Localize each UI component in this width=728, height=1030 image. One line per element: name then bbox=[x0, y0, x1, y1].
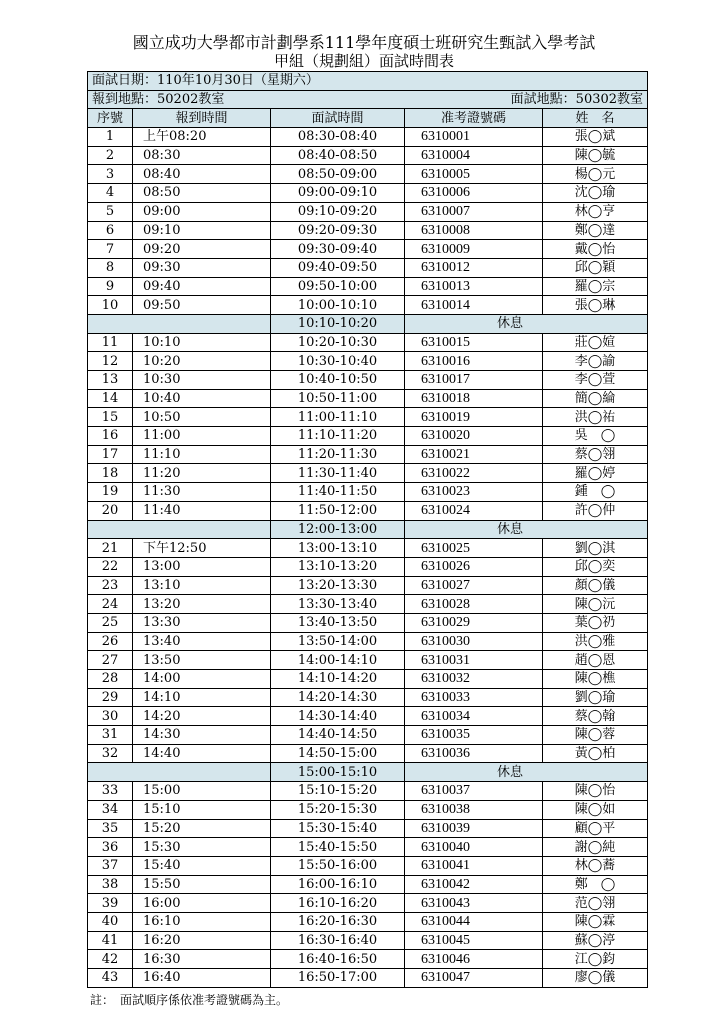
table-row bbox=[88, 576, 648, 595]
break-label: 休息 bbox=[497, 521, 524, 537]
table-row bbox=[88, 613, 648, 632]
interview-time: 15:50-16:00 bbox=[271, 856, 405, 875]
interview-date: 面試日期：110年10月30日（星期六） bbox=[92, 73, 319, 89]
table-row bbox=[88, 688, 648, 707]
report-time: 13:40 bbox=[133, 632, 271, 651]
col-header-ticket-no: 准考證號碼 bbox=[405, 109, 543, 128]
break-label-cell bbox=[405, 520, 648, 539]
ticket-no: 6310009 bbox=[405, 240, 543, 259]
report-time: 16:40 bbox=[133, 969, 271, 988]
table-row bbox=[88, 445, 648, 464]
report-time: 15:10 bbox=[133, 800, 271, 819]
interview-time: 11:00-11:10 bbox=[271, 408, 405, 427]
table-row bbox=[88, 240, 648, 259]
interview-time: 14:10-14:20 bbox=[271, 670, 405, 689]
report-time: 09:00 bbox=[133, 202, 271, 221]
candidate-name: 李◯諭 bbox=[543, 352, 648, 371]
seq-no: 30 bbox=[88, 707, 133, 726]
report-time: 16:20 bbox=[133, 931, 271, 950]
candidate-name: 江◯鈞 bbox=[543, 950, 648, 969]
interview-time: 08:30-08:40 bbox=[271, 128, 405, 147]
table-row bbox=[88, 651, 648, 670]
ticket-no: 6310037 bbox=[405, 782, 543, 801]
ticket-no: 6310042 bbox=[405, 875, 543, 894]
interview-time: 09:50-10:00 bbox=[271, 277, 405, 296]
seq-no: 23 bbox=[88, 576, 133, 595]
candidate-name: 沈◯瑜 bbox=[543, 184, 648, 203]
table-row bbox=[88, 744, 648, 763]
ticket-no: 6310012 bbox=[405, 258, 543, 277]
ticket-no: 6310043 bbox=[405, 894, 543, 913]
report-time: 10:50 bbox=[133, 408, 271, 427]
candidate-name: 陳◯怡 bbox=[543, 782, 648, 801]
candidate-name: 陳◯霖 bbox=[543, 912, 648, 931]
table-row bbox=[88, 277, 648, 296]
ticket-no: 6310004 bbox=[405, 146, 543, 165]
break-empty-cell bbox=[88, 520, 271, 539]
seq-no: 28 bbox=[88, 670, 133, 689]
table-row bbox=[88, 296, 648, 315]
ticket-no: 6310007 bbox=[405, 202, 543, 221]
interview-time: 13:10-13:20 bbox=[271, 557, 405, 576]
ticket-no: 6310018 bbox=[405, 389, 543, 408]
table-row bbox=[88, 221, 648, 240]
ticket-no: 6310045 bbox=[405, 931, 543, 950]
ticket-no: 6310047 bbox=[405, 969, 543, 988]
interview-time: 16:20-16:30 bbox=[271, 912, 405, 931]
candidate-name: 張◯琳 bbox=[543, 296, 648, 315]
interview-time: 09:10-09:20 bbox=[271, 202, 405, 221]
break-time: 12:00-13:00 bbox=[271, 520, 405, 539]
ticket-no: 6310023 bbox=[405, 483, 543, 502]
table-row bbox=[88, 483, 648, 502]
table-row bbox=[88, 408, 648, 427]
report-time: 11:30 bbox=[133, 483, 271, 502]
candidate-name: 洪◯雅 bbox=[543, 632, 648, 651]
seq-no: 11 bbox=[88, 333, 133, 352]
report-time: 08:40 bbox=[133, 165, 271, 184]
table-row bbox=[88, 894, 648, 913]
document-subtitle: 甲組（規劃組）面試時間表 bbox=[273, 52, 454, 70]
seq-no: 5 bbox=[88, 202, 133, 221]
report-time: 14:40 bbox=[133, 744, 271, 763]
table-row bbox=[88, 969, 648, 988]
report-time: 14:10 bbox=[133, 688, 271, 707]
ticket-no: 6310005 bbox=[405, 165, 543, 184]
interview-time: 15:20-15:30 bbox=[271, 800, 405, 819]
table-row bbox=[88, 464, 648, 483]
candidate-name: 蔡◯翎 bbox=[543, 445, 648, 464]
ticket-no: 6310039 bbox=[405, 819, 543, 838]
table-row bbox=[88, 258, 648, 277]
report-time: 16:00 bbox=[133, 894, 271, 913]
report-time: 上午08:20 bbox=[133, 128, 271, 147]
ticket-no: 6310038 bbox=[405, 800, 543, 819]
seq-no: 33 bbox=[88, 782, 133, 801]
interview-time: 09:30-09:40 bbox=[271, 240, 405, 259]
candidate-name: 莊◯媗 bbox=[543, 333, 648, 352]
seq-no: 26 bbox=[88, 632, 133, 651]
report-time: 13:30 bbox=[133, 613, 271, 632]
report-time: 10:40 bbox=[133, 389, 271, 408]
ticket-no: 6310031 bbox=[405, 651, 543, 670]
interview-time: 09:20-09:30 bbox=[271, 221, 405, 240]
interview-time: 10:40-10:50 bbox=[271, 371, 405, 390]
report-time: 15:40 bbox=[133, 856, 271, 875]
report-time: 15:30 bbox=[133, 838, 271, 857]
report-time: 08:30 bbox=[133, 146, 271, 165]
seq-no: 42 bbox=[88, 950, 133, 969]
seq-no: 41 bbox=[88, 931, 133, 950]
candidate-name: 邱◯奕 bbox=[543, 557, 648, 576]
ticket-no: 6310026 bbox=[405, 557, 543, 576]
interview-time: 11:40-11:50 bbox=[271, 483, 405, 502]
ticket-no: 6310046 bbox=[405, 950, 543, 969]
interview-time: 13:20-13:30 bbox=[271, 576, 405, 595]
table-row bbox=[88, 782, 648, 801]
ticket-no: 6310044 bbox=[405, 912, 543, 931]
interview-time: 13:00-13:10 bbox=[271, 539, 405, 558]
seq-no: 9 bbox=[88, 277, 133, 296]
candidate-name: 陳◯蓉 bbox=[543, 726, 648, 745]
candidate-name: 陳◯如 bbox=[543, 800, 648, 819]
interview-time: 14:30-14:40 bbox=[271, 707, 405, 726]
table-row bbox=[88, 539, 648, 558]
seq-no: 16 bbox=[88, 427, 133, 446]
report-time: 11:10 bbox=[133, 445, 271, 464]
ticket-no: 6310033 bbox=[405, 688, 543, 707]
candidate-name: 陳◯沅 bbox=[543, 595, 648, 614]
candidate-name: 許◯仲 bbox=[543, 501, 648, 520]
interview-time: 16:00-16:10 bbox=[271, 875, 405, 894]
table-row bbox=[88, 202, 648, 221]
table-row bbox=[88, 950, 648, 969]
candidate-name: 楊◯元 bbox=[543, 165, 648, 184]
table-row bbox=[88, 707, 648, 726]
report-time: 16:30 bbox=[133, 950, 271, 969]
interview-time: 10:30-10:40 bbox=[271, 352, 405, 371]
table-row bbox=[88, 595, 648, 614]
ticket-no: 6310001 bbox=[405, 128, 543, 147]
report-time: 08:50 bbox=[133, 184, 271, 203]
ticket-no: 6310028 bbox=[405, 595, 543, 614]
interview-time: 14:00-14:10 bbox=[271, 651, 405, 670]
seq-no: 38 bbox=[88, 875, 133, 894]
candidate-name: 廖◯儀 bbox=[543, 969, 648, 988]
break-row bbox=[88, 763, 648, 782]
interview-time: 10:50-11:00 bbox=[271, 389, 405, 408]
table-row bbox=[88, 856, 648, 875]
seq-no: 32 bbox=[88, 744, 133, 763]
candidate-name: 葉◯礽 bbox=[543, 613, 648, 632]
seq-no: 22 bbox=[88, 557, 133, 576]
report-time: 16:10 bbox=[133, 912, 271, 931]
break-time: 15:00-15:10 bbox=[271, 763, 405, 782]
candidate-name: 鄭 ◯ bbox=[543, 875, 648, 894]
candidate-name: 謝◯純 bbox=[543, 838, 648, 857]
ticket-no: 6310006 bbox=[405, 184, 543, 203]
ticket-no: 6310032 bbox=[405, 670, 543, 689]
candidate-name: 鍾 ◯ bbox=[543, 483, 648, 502]
report-location: 報到地點：50202教室 bbox=[92, 92, 225, 108]
ticket-no: 6310008 bbox=[405, 221, 543, 240]
seq-no: 20 bbox=[88, 501, 133, 520]
interview-time: 11:50-12:00 bbox=[271, 501, 405, 520]
interview-time: 14:20-14:30 bbox=[271, 688, 405, 707]
candidate-name: 洪◯祐 bbox=[543, 408, 648, 427]
break-label: 休息 bbox=[497, 316, 524, 332]
interview-time: 13:50-14:00 bbox=[271, 632, 405, 651]
location-row bbox=[88, 90, 648, 109]
seq-no: 37 bbox=[88, 856, 133, 875]
interview-time: 16:30-16:40 bbox=[271, 931, 405, 950]
seq-no: 19 bbox=[88, 483, 133, 502]
candidate-name: 簡◯綸 bbox=[543, 389, 648, 408]
candidate-name: 林◯亨 bbox=[543, 202, 648, 221]
report-time: 14:20 bbox=[133, 707, 271, 726]
report-time: 11:40 bbox=[133, 501, 271, 520]
report-time: 13:50 bbox=[133, 651, 271, 670]
table-row bbox=[88, 931, 648, 950]
break-time: 10:10-10:20 bbox=[271, 314, 405, 333]
report-time: 09:10 bbox=[133, 221, 271, 240]
interview-time: 14:40-14:50 bbox=[271, 726, 405, 745]
report-time: 下午12:50 bbox=[133, 539, 271, 558]
col-header-name: 姓 名 bbox=[543, 109, 648, 128]
table-row bbox=[88, 819, 648, 838]
table-row bbox=[88, 389, 648, 408]
candidate-name: 邱◯穎 bbox=[543, 258, 648, 277]
table-row bbox=[88, 670, 648, 689]
report-time: 09:40 bbox=[133, 277, 271, 296]
interview-time: 13:30-13:40 bbox=[271, 595, 405, 614]
seq-no: 3 bbox=[88, 165, 133, 184]
report-time: 09:50 bbox=[133, 296, 271, 315]
ticket-no: 6310016 bbox=[405, 352, 543, 371]
table-row bbox=[88, 146, 648, 165]
ticket-no: 6310029 bbox=[405, 613, 543, 632]
report-time: 09:30 bbox=[133, 258, 271, 277]
table-row bbox=[88, 557, 648, 576]
ticket-no: 6310015 bbox=[405, 333, 543, 352]
candidate-name: 趙◯恩 bbox=[543, 651, 648, 670]
candidate-name: 林◯蕎 bbox=[543, 856, 648, 875]
table-row bbox=[88, 427, 648, 446]
seq-no: 14 bbox=[88, 389, 133, 408]
interview-time: 11:20-11:30 bbox=[271, 445, 405, 464]
table-row bbox=[88, 371, 648, 390]
column-header-row bbox=[88, 109, 648, 128]
candidate-name: 蔡◯翰 bbox=[543, 707, 648, 726]
candidate-name: 鄭◯達 bbox=[543, 221, 648, 240]
ticket-no: 6310022 bbox=[405, 464, 543, 483]
report-time: 14:30 bbox=[133, 726, 271, 745]
seq-no: 39 bbox=[88, 894, 133, 913]
report-time: 13:20 bbox=[133, 595, 271, 614]
ticket-no: 6310013 bbox=[405, 277, 543, 296]
break-label-cell bbox=[405, 763, 648, 782]
report-time: 09:20 bbox=[133, 240, 271, 259]
seq-no: 8 bbox=[88, 258, 133, 277]
report-time: 15:00 bbox=[133, 782, 271, 801]
ticket-no: 6310035 bbox=[405, 726, 543, 745]
seq-no: 17 bbox=[88, 445, 133, 464]
interview-time: 14:50-15:00 bbox=[271, 744, 405, 763]
interview-time: 16:10-16:20 bbox=[271, 894, 405, 913]
report-time: 13:10 bbox=[133, 576, 271, 595]
col-header-report-time: 報到時間 bbox=[133, 109, 271, 128]
interview-time: 15:30-15:40 bbox=[271, 819, 405, 838]
seq-no: 24 bbox=[88, 595, 133, 614]
table-row bbox=[88, 184, 648, 203]
seq-no: 31 bbox=[88, 726, 133, 745]
interview-time: 15:40-15:50 bbox=[271, 838, 405, 857]
col-header-no: 序號 bbox=[88, 109, 133, 128]
candidate-name: 李◯萱 bbox=[543, 371, 648, 390]
ticket-no: 6310036 bbox=[405, 744, 543, 763]
table-row bbox=[88, 165, 648, 184]
table-row bbox=[88, 333, 648, 352]
interview-location: 面試地點：50302教室 bbox=[510, 92, 644, 108]
interview-time: 08:50-09:00 bbox=[271, 165, 405, 184]
interview-time: 13:40-13:50 bbox=[271, 613, 405, 632]
interview-time: 08:40-08:50 bbox=[271, 146, 405, 165]
seq-no: 35 bbox=[88, 819, 133, 838]
table-row bbox=[88, 875, 648, 894]
ticket-no: 6310030 bbox=[405, 632, 543, 651]
seq-no: 40 bbox=[88, 912, 133, 931]
break-empty-cell bbox=[88, 314, 271, 333]
report-time: 10:30 bbox=[133, 371, 271, 390]
ticket-no: 6310040 bbox=[405, 838, 543, 857]
seq-no: 12 bbox=[88, 352, 133, 371]
candidate-name: 戴◯怡 bbox=[543, 240, 648, 259]
break-row bbox=[88, 520, 648, 539]
interview-time: 11:10-11:20 bbox=[271, 427, 405, 446]
table-row bbox=[88, 800, 648, 819]
interview-time: 15:10-15:20 bbox=[271, 782, 405, 801]
report-time: 14:00 bbox=[133, 670, 271, 689]
interview-time: 16:40-16:50 bbox=[271, 950, 405, 969]
ticket-no: 6310020 bbox=[405, 427, 543, 446]
schedule-body bbox=[88, 128, 648, 988]
candidate-name: 黃◯柏 bbox=[543, 744, 648, 763]
table-row bbox=[88, 726, 648, 745]
seq-no: 21 bbox=[88, 539, 133, 558]
seq-no: 34 bbox=[88, 800, 133, 819]
seq-no: 7 bbox=[88, 240, 133, 259]
break-label: 休息 bbox=[497, 764, 524, 780]
candidate-name: 顏◯儀 bbox=[543, 576, 648, 595]
candidate-name: 羅◯婷 bbox=[543, 464, 648, 483]
table-row bbox=[88, 128, 648, 147]
seq-no: 25 bbox=[88, 613, 133, 632]
report-time: 11:00 bbox=[133, 427, 271, 446]
interview-time: 09:00-09:10 bbox=[271, 184, 405, 203]
table-row bbox=[88, 838, 648, 857]
interview-time: 09:40-09:50 bbox=[271, 258, 405, 277]
break-empty-cell bbox=[88, 763, 271, 782]
seq-no: 4 bbox=[88, 184, 133, 203]
break-row bbox=[88, 314, 648, 333]
interview-time: 11:30-11:40 bbox=[271, 464, 405, 483]
ticket-no: 6310019 bbox=[405, 408, 543, 427]
ticket-no: 6310014 bbox=[405, 296, 543, 315]
interview-time: 10:00-10:10 bbox=[271, 296, 405, 315]
seq-no: 1 bbox=[88, 128, 133, 147]
candidate-name: 吳 ◯ bbox=[543, 427, 648, 446]
seq-no: 29 bbox=[88, 688, 133, 707]
report-time: 10:10 bbox=[133, 333, 271, 352]
candidate-name: 蘇◯渟 bbox=[543, 931, 648, 950]
ticket-no: 6310017 bbox=[405, 371, 543, 390]
table-row bbox=[88, 632, 648, 651]
ticket-no: 6310025 bbox=[405, 539, 543, 558]
candidate-name: 劉◯淇 bbox=[543, 539, 648, 558]
interview-time: 16:50-17:00 bbox=[271, 969, 405, 988]
ticket-no: 6310021 bbox=[405, 445, 543, 464]
interview-schedule-table bbox=[87, 71, 648, 988]
ticket-no: 6310027 bbox=[405, 576, 543, 595]
ticket-no: 6310024 bbox=[405, 501, 543, 520]
seq-no: 15 bbox=[88, 408, 133, 427]
report-time: 15:50 bbox=[133, 875, 271, 894]
table-row bbox=[88, 501, 648, 520]
candidate-name: 陳◯樵 bbox=[543, 670, 648, 689]
candidate-name: 顧◯平 bbox=[543, 819, 648, 838]
seq-no: 43 bbox=[88, 969, 133, 988]
interview-time: 10:20-10:30 bbox=[271, 333, 405, 352]
report-time: 10:20 bbox=[133, 352, 271, 371]
col-header-interview-time: 面試時間 bbox=[271, 109, 405, 128]
seq-no: 13 bbox=[88, 371, 133, 390]
document-title: 國立成功大學都市計劃學系111學年度碩士班研究生甄試入學考試 bbox=[132, 33, 596, 52]
seq-no: 18 bbox=[88, 464, 133, 483]
report-time: 11:20 bbox=[133, 464, 271, 483]
ticket-no: 6310041 bbox=[405, 856, 543, 875]
break-label-cell bbox=[405, 314, 648, 333]
report-time: 13:00 bbox=[133, 557, 271, 576]
table-row bbox=[88, 352, 648, 371]
candidate-name: 張◯斌 bbox=[543, 128, 648, 147]
candidate-name: 陳◯毓 bbox=[543, 146, 648, 165]
table-row bbox=[88, 912, 648, 931]
seq-no: 6 bbox=[88, 221, 133, 240]
candidate-name: 羅◯宗 bbox=[543, 277, 648, 296]
report-time: 15:20 bbox=[133, 819, 271, 838]
seq-no: 2 bbox=[88, 146, 133, 165]
seq-no: 10 bbox=[88, 296, 133, 315]
seq-no: 27 bbox=[88, 651, 133, 670]
seq-no: 36 bbox=[88, 838, 133, 857]
candidate-name: 范◯翎 bbox=[543, 894, 648, 913]
ticket-no: 6310034 bbox=[405, 707, 543, 726]
interview-date-row bbox=[88, 72, 648, 91]
candidate-name: 劉◯瑜 bbox=[543, 688, 648, 707]
footnote: 註： 面試順序係依准考證號碼為主。 bbox=[90, 993, 289, 1007]
